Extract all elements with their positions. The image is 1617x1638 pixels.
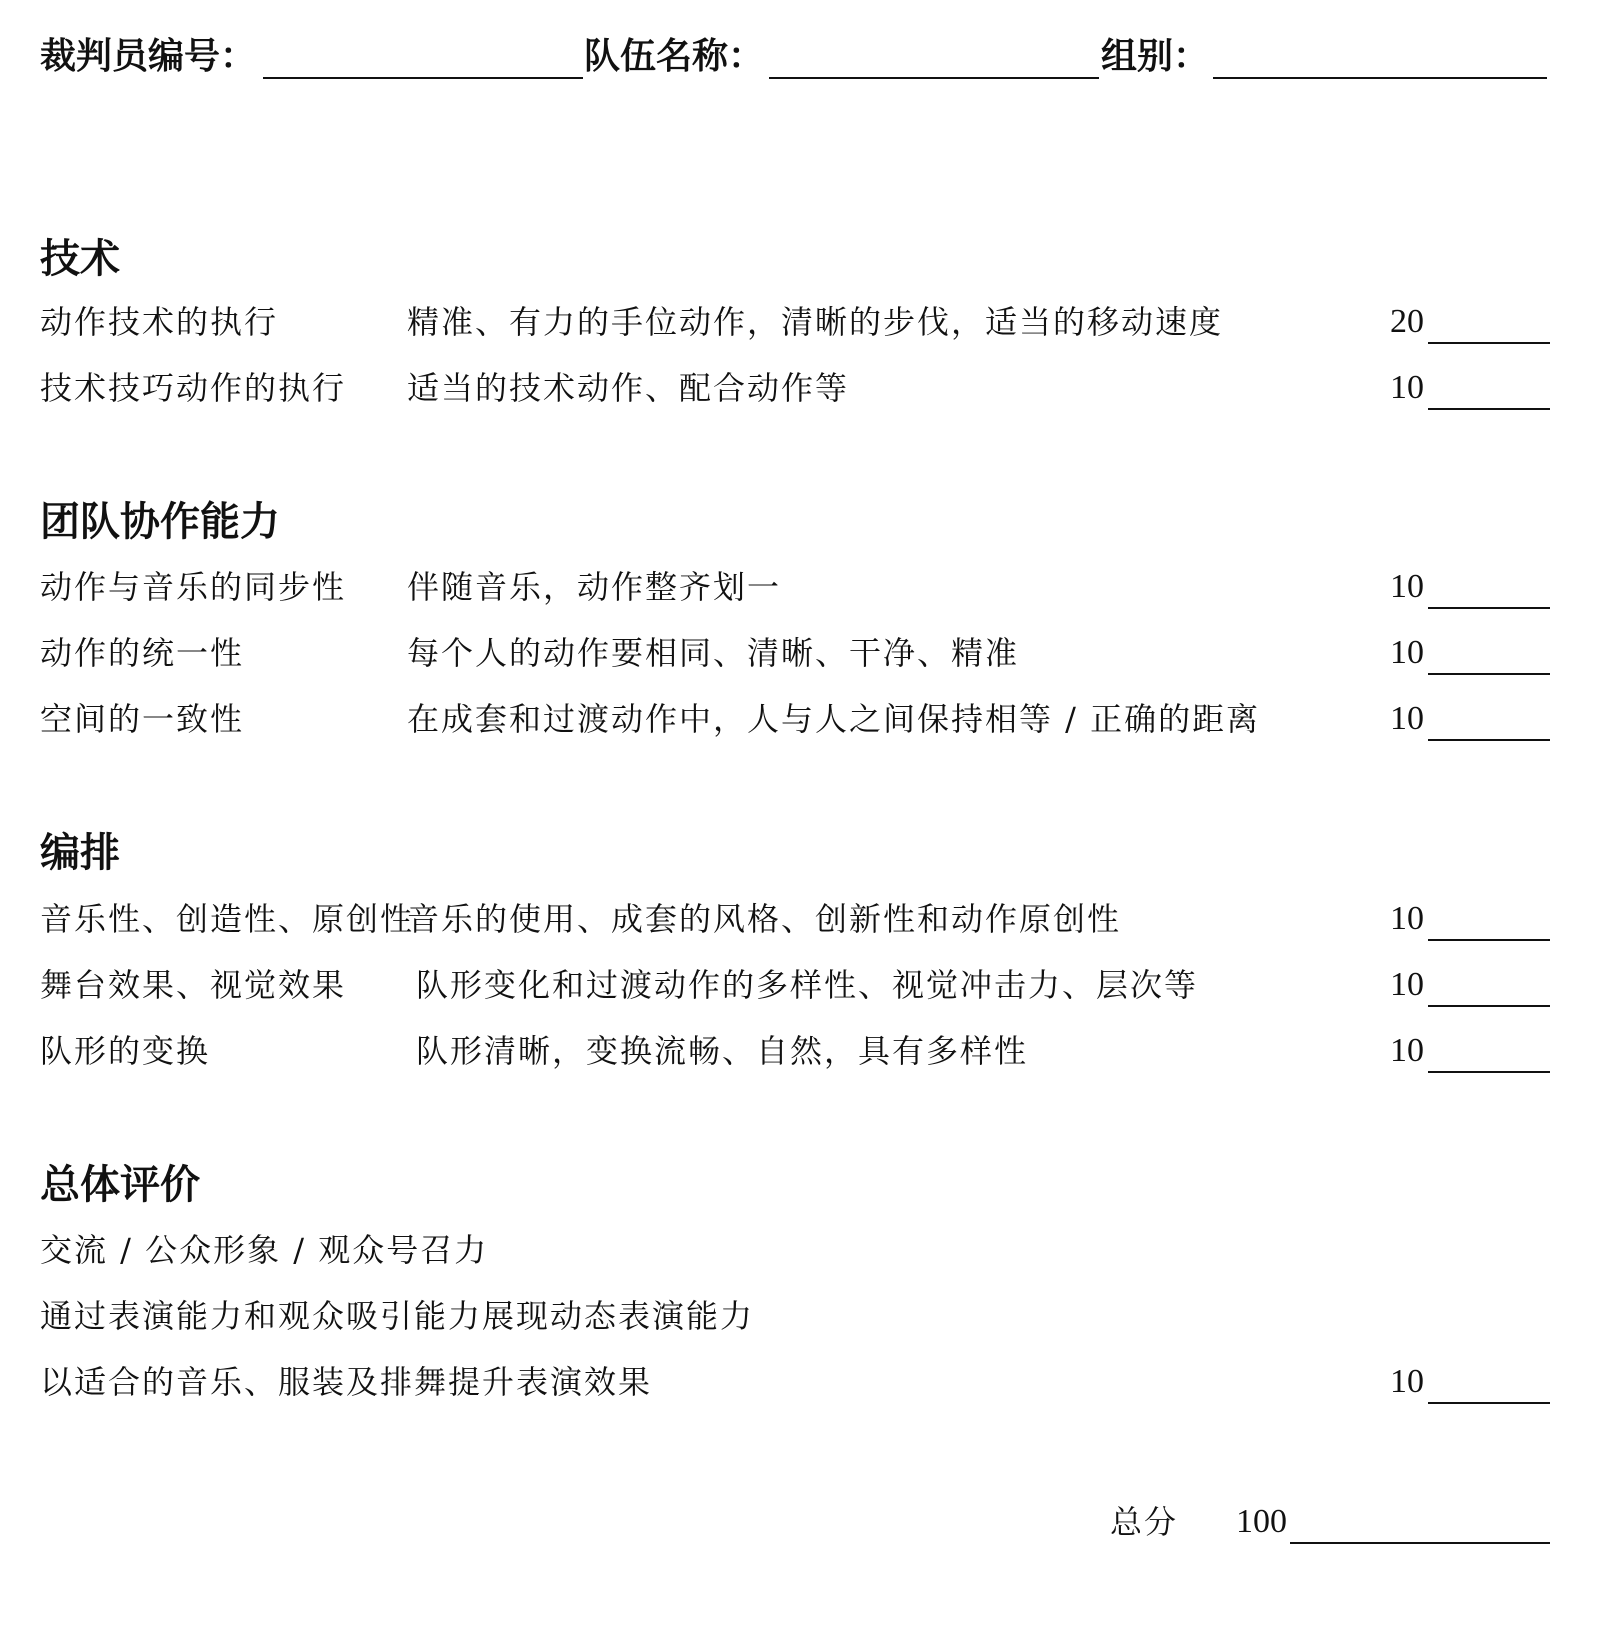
score-blank[interactable] [1428, 739, 1550, 741]
overall-line: 通过表演能力和观众吸引能力展现动态表演能力 [40, 1297, 755, 1335]
max-points: 10 [1390, 966, 1424, 1003]
score-blank[interactable] [1428, 1005, 1550, 1007]
criterion-description: 在成套和过渡动作中，人与人之间保持相等 / 正确的距离 [407, 700, 1261, 738]
total-score-blank[interactable] [1290, 1542, 1550, 1544]
max-points: 10 [1390, 1032, 1424, 1069]
criterion-description: 音乐的使用、成套的风格、创新性和动作原创性 [407, 900, 1122, 938]
criterion-row [0, 963, 1617, 1009]
max-points: 10 [1390, 700, 1424, 737]
criterion-row [0, 1029, 1617, 1075]
criterion-row [0, 565, 1617, 611]
section-title-overall: 总体评价 [40, 1162, 200, 1208]
criterion-description: 伴随音乐，动作整齐划一 [407, 568, 782, 606]
max-points: 10 [1390, 634, 1424, 671]
total-max-points: 100 [1236, 1503, 1287, 1540]
criterion-row [0, 1360, 1617, 1406]
group-field[interactable] [1213, 77, 1547, 79]
max-points: 10 [1390, 1363, 1424, 1400]
criterion-label: 舞台效果、视觉效果 [40, 966, 347, 1004]
criterion-description: 队形清晰，变换流畅、自然，具有多样性 [416, 1032, 1029, 1070]
criterion-label: 队形的变换 [40, 1032, 211, 1070]
criterion-description: 队形变化和过渡动作的多样性、视觉冲击力、层次等 [416, 966, 1199, 1004]
max-points: 10 [1390, 900, 1424, 937]
criterion-label: 动作与音乐的同步性 [40, 568, 347, 606]
criterion-row [0, 897, 1617, 943]
total-label: 总分 [1110, 1503, 1179, 1541]
team-name-field[interactable] [769, 77, 1099, 79]
criterion-label: 技术技巧动作的执行 [40, 369, 347, 407]
max-points: 20 [1390, 303, 1424, 340]
criterion-description: 适当的技术动作、配合动作等 [407, 369, 850, 407]
score-blank[interactable] [1428, 1071, 1550, 1073]
criterion-row [0, 300, 1617, 346]
criterion-row [0, 631, 1617, 677]
score-blank[interactable] [1428, 408, 1550, 410]
max-points: 10 [1390, 369, 1424, 406]
score-blank[interactable] [1428, 1402, 1550, 1404]
overall-line: 交流 / 公众形象 / 观众号召力 [40, 1231, 489, 1269]
team-name-label: 队伍名称： [584, 36, 765, 77]
criterion-row [0, 366, 1617, 412]
score-blank[interactable] [1428, 607, 1550, 609]
criterion-description: 精准、有力的手位动作，清晰的步伐，适当的移动速度 [407, 303, 1224, 341]
score-blank[interactable] [1428, 342, 1550, 344]
max-points: 10 [1390, 568, 1424, 605]
criterion-label: 动作的统一性 [40, 634, 245, 672]
criterion-label: 音乐性、创造性、原创性 [40, 900, 415, 938]
criterion-label: 动作技术的执行 [40, 303, 279, 341]
section-title-technique: 技术 [40, 236, 120, 282]
criterion-row [0, 697, 1617, 743]
section-title-teamwork: 团队协作能力 [40, 499, 280, 545]
referee-number-label: 裁判员编号： [40, 36, 257, 77]
criterion-label: 空间的一致性 [40, 700, 245, 738]
overall-line: 以适合的音乐、服装及排舞提升表演效果 [40, 1363, 653, 1401]
score-blank[interactable] [1428, 939, 1550, 941]
section-title-choreography: 编排 [40, 830, 120, 876]
criterion-description: 每个人的动作要相同、清晰、干净、精准 [407, 634, 1020, 672]
group-label: 组别： [1101, 36, 1210, 77]
referee-number-field[interactable] [263, 77, 583, 79]
score-blank[interactable] [1428, 673, 1550, 675]
